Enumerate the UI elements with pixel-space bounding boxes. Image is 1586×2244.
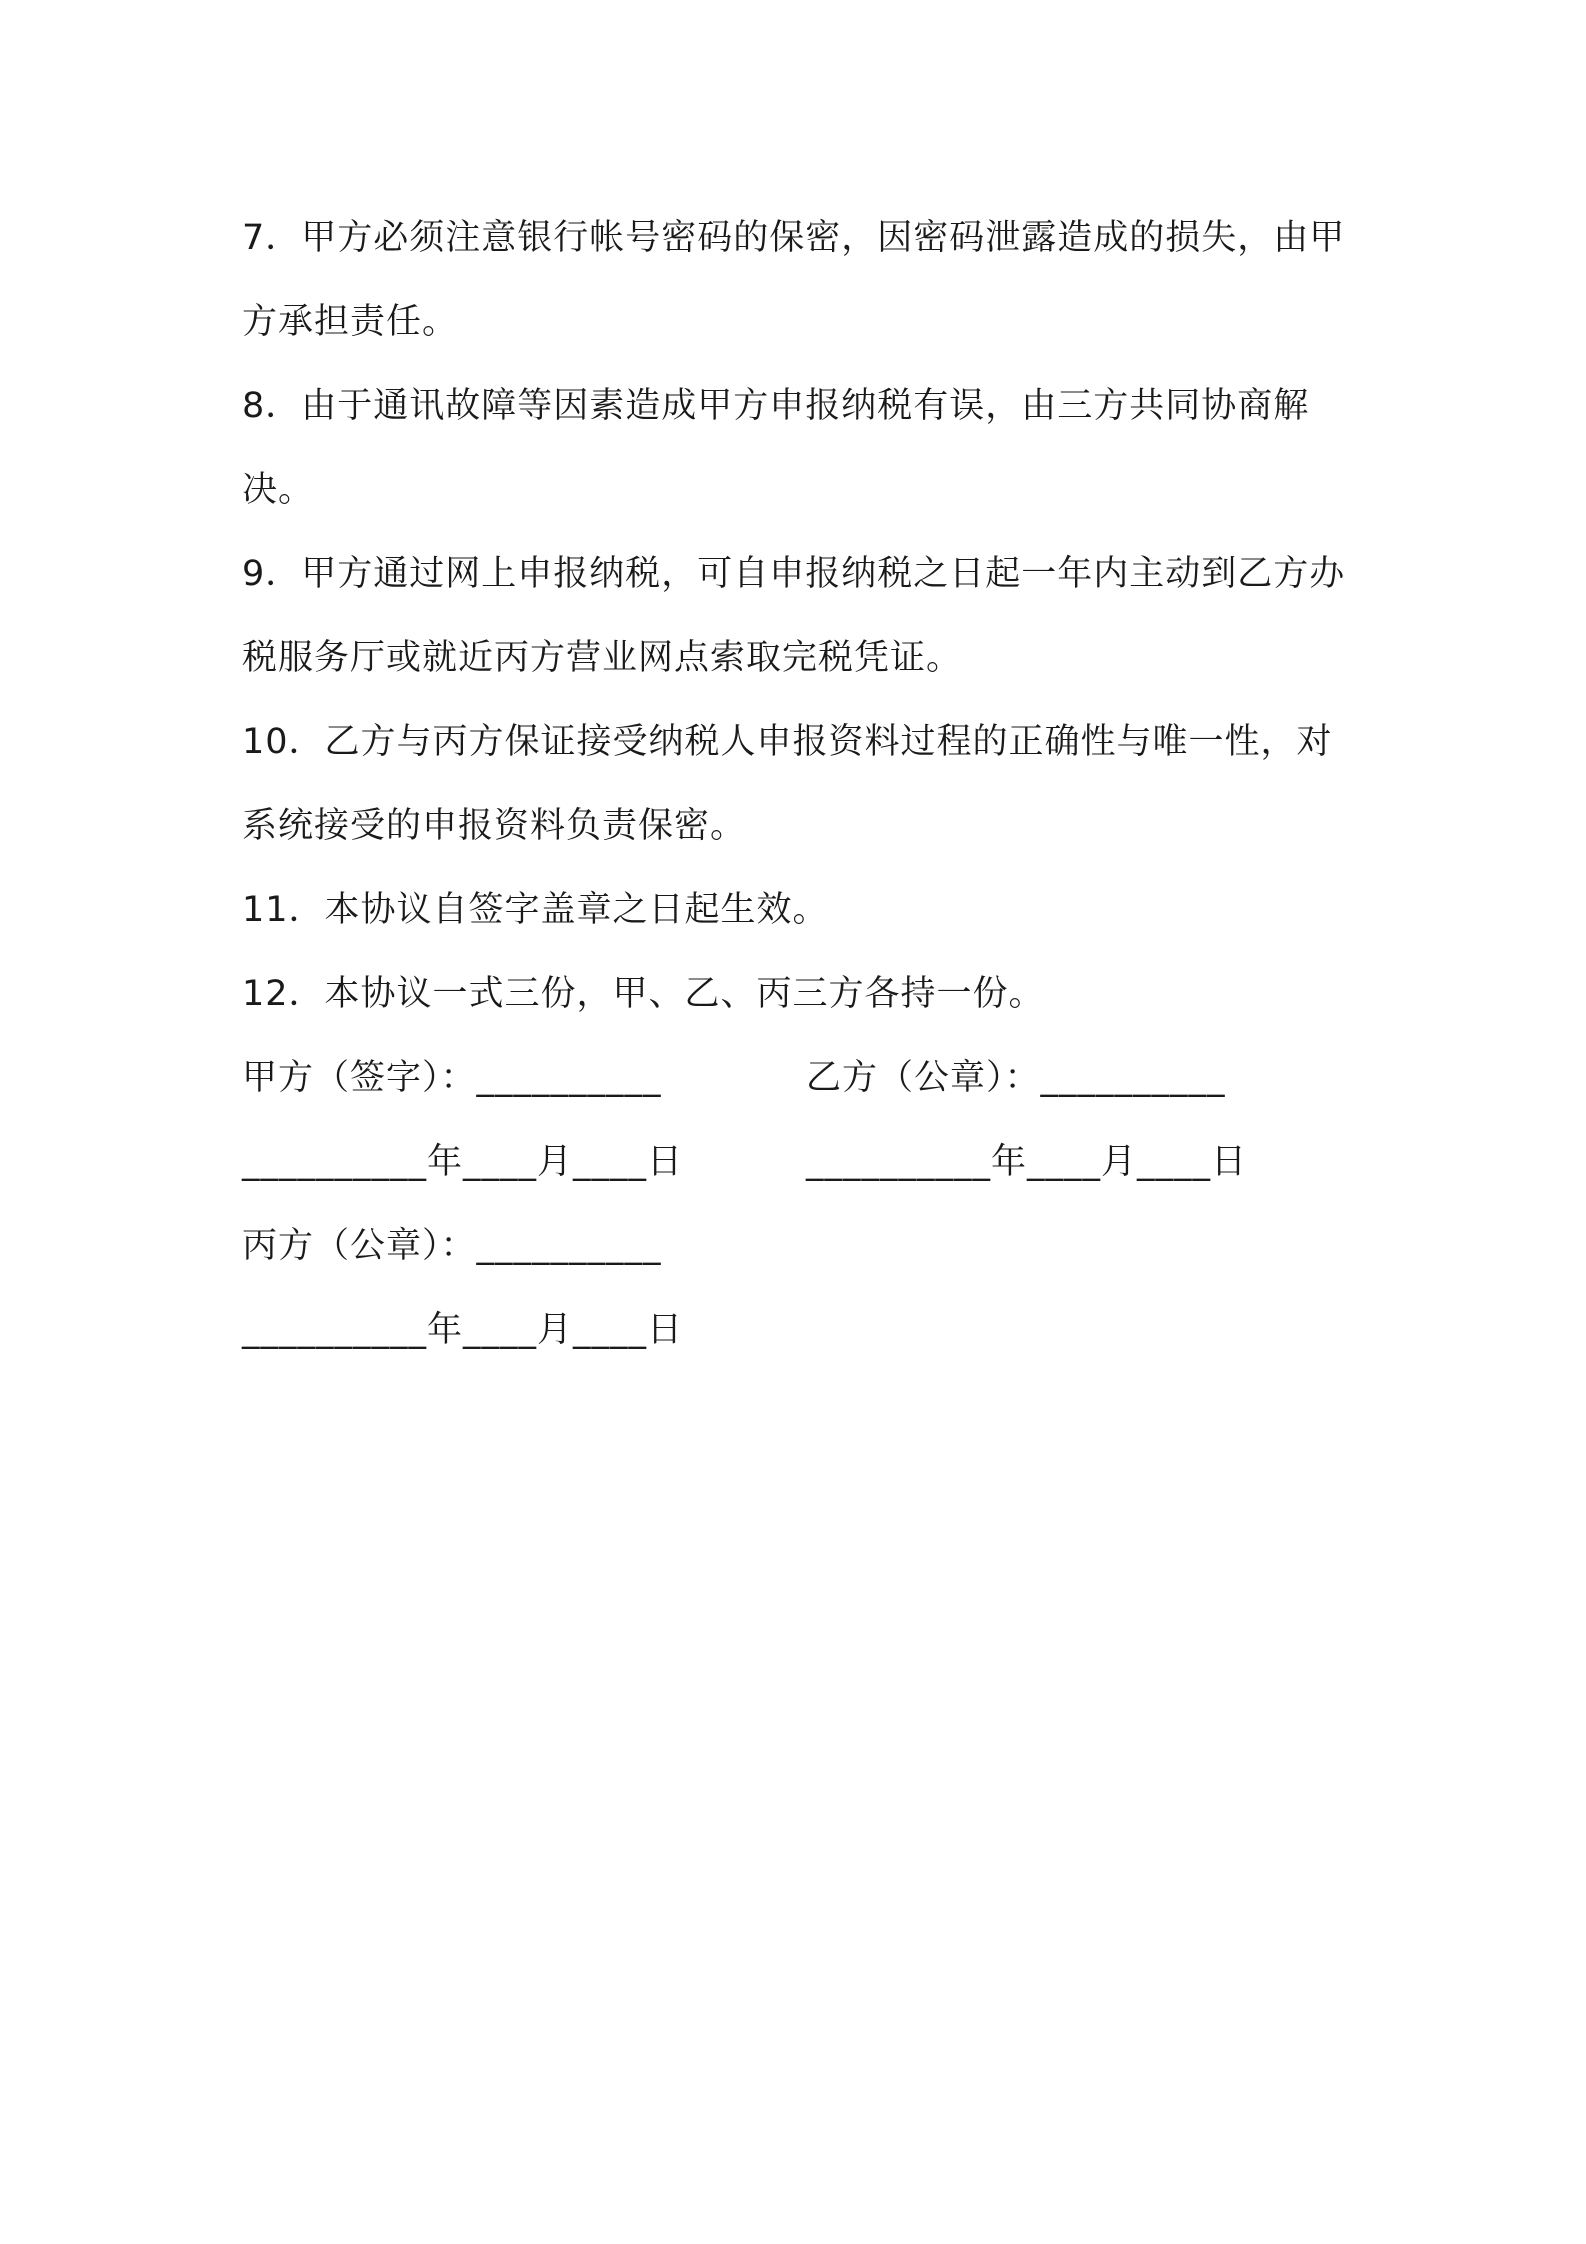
clause-11: 11．本协议自签字盖章之日起生效。 xyxy=(242,890,829,930)
clause-12: 12．本协议一式三份，甲、乙、丙三方各持一份。 xyxy=(242,974,1045,1014)
party-c-seal-label: 丙方（公章）：__________ xyxy=(242,1226,662,1266)
agreement-body xyxy=(242,196,1362,1372)
clause-10: 10．乙方与丙方保证接受纳税人申报资料过程的正确性与唯一性，对系统接受的申报资料负责保密。 xyxy=(242,722,1333,846)
date-row-c xyxy=(242,1288,1362,1372)
party-b-date: __________年____月____日 xyxy=(806,1142,1248,1182)
clause-7: 7．甲方必须注意银行帐号密码的保密，因密码泄露造成的损失，由甲方承担责任。 xyxy=(242,218,1346,342)
party-b-seal-label: 乙方（公章）：__________ xyxy=(806,1058,1226,1098)
clause-8: 8．由于通讯故障等因素造成甲方申报纳税有误，由三方共同协商解决。 xyxy=(242,386,1310,510)
date-row-ab xyxy=(242,1120,1362,1204)
signature-row-c xyxy=(242,1204,1362,1288)
party-a-date: __________年____月____日 xyxy=(242,1142,684,1182)
party-a-signature-label: 甲方（签字）：__________ xyxy=(242,1058,662,1098)
party-c-date: __________年____月____日 xyxy=(242,1310,684,1350)
clause-9: 9．甲方通过网上申报纳税，可自申报纳税之日起一年内主动到乙方办税服务厅或就近丙方营业网点索取完税凭证。 xyxy=(242,554,1346,678)
signature-row-ab xyxy=(242,1036,1362,1120)
